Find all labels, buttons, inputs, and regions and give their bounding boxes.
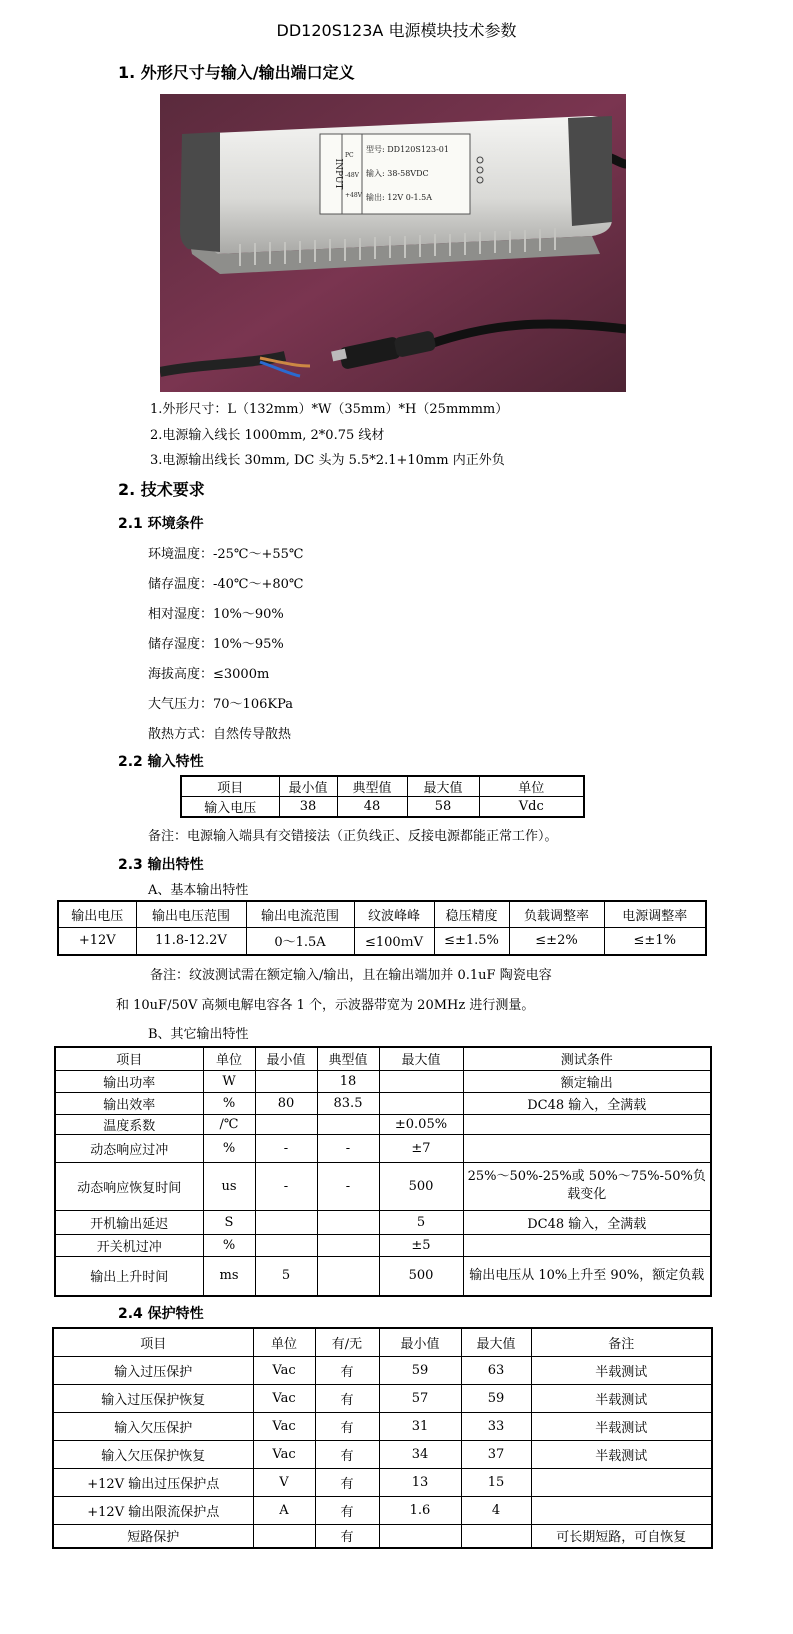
table-cell bbox=[255, 1210, 317, 1234]
table-cell: - bbox=[255, 1162, 317, 1210]
table-header: 纹波峰峰 bbox=[354, 901, 434, 927]
table-cell bbox=[317, 1234, 379, 1256]
table-cell: 5 bbox=[255, 1256, 317, 1296]
table-cell: S bbox=[203, 1210, 255, 1234]
table-cell: us bbox=[203, 1162, 255, 1210]
table-cell: 半载测试 bbox=[531, 1384, 712, 1412]
table-cell: 半载测试 bbox=[531, 1440, 712, 1468]
table-row bbox=[55, 1256, 711, 1296]
table-row bbox=[55, 1210, 711, 1234]
spec-item: 2.电源输入线长 1000mm, 2*0.75 线材 bbox=[150, 428, 385, 443]
table-cell bbox=[255, 1114, 317, 1134]
product-photo bbox=[160, 94, 626, 392]
table-header: 项目 bbox=[55, 1047, 203, 1070]
table-cell: 动态响应恢复时间 bbox=[55, 1162, 203, 1210]
table-cell: /℃ bbox=[203, 1114, 255, 1134]
table-row bbox=[55, 1234, 711, 1256]
table-cell: - bbox=[317, 1162, 379, 1210]
table-cell bbox=[463, 1134, 711, 1162]
table-cell bbox=[379, 1070, 463, 1092]
table-header: 最大值 bbox=[407, 776, 479, 797]
env-item: 储存湿度：10%～95% bbox=[148, 637, 284, 652]
table-header: 单位 bbox=[203, 1047, 255, 1070]
table-cell bbox=[461, 1524, 531, 1548]
table-row bbox=[53, 1440, 712, 1468]
table-cell: 有 bbox=[315, 1412, 379, 1440]
table-cell: 83.5 bbox=[317, 1092, 379, 1114]
table-cell: 59 bbox=[461, 1384, 531, 1412]
table-cell: 输出上升时间 bbox=[55, 1256, 203, 1296]
table-cell: 输入过压保护恢复 bbox=[53, 1384, 253, 1412]
table-header: 单位 bbox=[253, 1328, 315, 1356]
table-header: 最小值 bbox=[255, 1047, 317, 1070]
table-cell: 输出电压从 10%上升至 90%，额定负载 bbox=[463, 1256, 711, 1296]
input-table bbox=[180, 775, 585, 818]
output-sub-a: A、基本输出特性 bbox=[148, 883, 249, 898]
table-cell: 有 bbox=[315, 1384, 379, 1412]
table-cell: 1.6 bbox=[379, 1496, 461, 1524]
table-cell: 34 bbox=[379, 1440, 461, 1468]
table-row bbox=[53, 1496, 712, 1524]
table-cell: 15 bbox=[461, 1468, 531, 1496]
table-cell: 80 bbox=[255, 1092, 317, 1114]
table-cell: ≤±2% bbox=[509, 927, 604, 955]
photo-input-text: 输入: 38-58VDC bbox=[366, 169, 429, 178]
other-output-table bbox=[54, 1046, 712, 1297]
table-cell: 开机输出延迟 bbox=[55, 1210, 203, 1234]
table-cell: DC48 输入，全满载 bbox=[463, 1210, 711, 1234]
table-row bbox=[53, 1524, 712, 1548]
table-cell bbox=[463, 1234, 711, 1256]
table-cell: 0～1.5A bbox=[246, 927, 354, 955]
photo-pin-label: -48V bbox=[345, 172, 359, 179]
table-cell: 59 bbox=[379, 1356, 461, 1384]
table-header: 单位 bbox=[479, 776, 584, 797]
table-cell: 半载测试 bbox=[531, 1356, 712, 1384]
input-note: 备注：电源输入端具有交错接法（正负线正、反接电源都能正常工作）。 bbox=[148, 829, 558, 844]
table-row bbox=[55, 1070, 711, 1092]
table-row bbox=[55, 1092, 711, 1114]
table-cell: ≤100ｍV bbox=[354, 927, 434, 955]
section-2-heading: 2. 技术要求 bbox=[118, 480, 205, 499]
table-cell: Vac bbox=[253, 1440, 315, 1468]
photo-input-label: INPUT bbox=[333, 158, 343, 190]
table-cell bbox=[317, 1256, 379, 1296]
table-header: 最大值 bbox=[379, 1047, 463, 1070]
table-header: 输出电流范围 bbox=[246, 901, 354, 927]
table-cell: 38 bbox=[279, 797, 337, 818]
table-cell bbox=[317, 1114, 379, 1134]
table-cell: 输出功率 bbox=[55, 1070, 203, 1092]
table-header: 测试条件 bbox=[463, 1047, 711, 1070]
table-cell: 5 bbox=[379, 1210, 463, 1234]
table-cell: 可长期短路，可自恢复 bbox=[531, 1524, 712, 1548]
table-row bbox=[181, 797, 584, 818]
table-cell bbox=[317, 1210, 379, 1234]
table-header: 有/无 bbox=[315, 1328, 379, 1356]
table-cell bbox=[379, 1092, 463, 1114]
table-row bbox=[58, 927, 706, 955]
basic-output-table bbox=[57, 900, 707, 956]
spec-item: 1.外形尺寸：L（132mm）*W（35mm）*H（25mmmm） bbox=[150, 402, 509, 417]
table-header: 备注 bbox=[531, 1328, 712, 1356]
table-cell: 有 bbox=[315, 1440, 379, 1468]
table-cell: Vdc bbox=[479, 797, 584, 818]
table-cell: +12V 输出过压保护点 bbox=[53, 1468, 253, 1496]
table-cell: +12V 输出限流保护点 bbox=[53, 1496, 253, 1524]
table-cell: % bbox=[203, 1092, 255, 1114]
photo-pin-label: PC bbox=[345, 152, 354, 159]
env-item: 环境温度：-25℃～+55℃ bbox=[148, 547, 304, 562]
table-header: 项目 bbox=[53, 1328, 253, 1356]
table-cell: 动态响应过冲 bbox=[55, 1134, 203, 1162]
table-header: 最小值 bbox=[379, 1328, 461, 1356]
table-cell: 短路保护 bbox=[53, 1524, 253, 1548]
table-cell: Vac bbox=[253, 1356, 315, 1384]
table-cell: 温度系数 bbox=[55, 1114, 203, 1134]
table-cell: % bbox=[203, 1234, 255, 1256]
table-header: 项目 bbox=[181, 776, 279, 797]
output-note-2: 和 10uF/50V 高频电解电容各 1 个，示波器带宽为 20MHz 进行测量。 bbox=[116, 998, 535, 1013]
table-cell: ≤±1% bbox=[604, 927, 706, 955]
table-header: 输出电压范围 bbox=[136, 901, 246, 927]
env-item: 相对湿度：10%～90% bbox=[148, 607, 284, 622]
table-cell bbox=[531, 1468, 712, 1496]
table-cell: ms bbox=[203, 1256, 255, 1296]
photo-output-text: 输出: 12V 0-1.5A bbox=[366, 193, 433, 202]
photo-pin-label: +48V bbox=[345, 192, 362, 199]
input-heading: 2.2 输入特性 bbox=[118, 754, 204, 770]
output-note-1: 备注：纹波测试需在额定输入/输出，且在输出端加并 0.1uF 陶瓷电容 bbox=[150, 968, 552, 983]
table-cell: Vac bbox=[253, 1412, 315, 1440]
table-cell: 输入过压保护 bbox=[53, 1356, 253, 1384]
table-cell: 输入欠压保护恢复 bbox=[53, 1440, 253, 1468]
spec-item: 3.电源输出线长 30mm, DC 头为 5.5*2.1+10mm 内正外负 bbox=[150, 453, 505, 468]
output-heading: 2.3 输出特性 bbox=[118, 857, 204, 873]
photo-model-text: 型号: DD120S123-01 bbox=[366, 145, 449, 154]
table-cell: 11.8-12.2V bbox=[136, 927, 246, 955]
env-item: 散热方式：自然传导散热 bbox=[148, 727, 292, 742]
table-cell: +12V bbox=[58, 927, 136, 955]
table-cell: 有 bbox=[315, 1496, 379, 1524]
table-header: 输出电压 bbox=[58, 901, 136, 927]
table-cell: W bbox=[203, 1070, 255, 1092]
env-item: 大气压力：70～106KPa bbox=[148, 697, 293, 712]
table-header: 典型值 bbox=[337, 776, 407, 797]
table-cell: - bbox=[255, 1134, 317, 1162]
table-cell: 57 bbox=[379, 1384, 461, 1412]
table-cell: 开关机过冲 bbox=[55, 1234, 203, 1256]
power-module-illustration bbox=[160, 94, 626, 392]
table-cell: ±0.05% bbox=[379, 1114, 463, 1134]
table-header: 最大值 bbox=[461, 1328, 531, 1356]
table-header: 典型值 bbox=[317, 1047, 379, 1070]
table-cell: 输入欠压保护 bbox=[53, 1412, 253, 1440]
table-cell: 37 bbox=[461, 1440, 531, 1468]
section-1-heading: 1. 外形尺寸与输入/输出端口定义 bbox=[118, 63, 355, 82]
document-title: DD120S123A 电源模块技术参数 bbox=[276, 21, 517, 40]
table-row bbox=[53, 1384, 712, 1412]
table-cell: 33 bbox=[461, 1412, 531, 1440]
table-row bbox=[55, 1162, 711, 1210]
env-heading: 2.1 环境条件 bbox=[118, 516, 204, 532]
table-row bbox=[53, 1468, 712, 1496]
table-cell: 63 bbox=[461, 1356, 531, 1384]
table-cell: 48 bbox=[337, 797, 407, 818]
table-cell: 4 bbox=[461, 1496, 531, 1524]
table-header: 负载调整率 bbox=[509, 901, 604, 927]
table-cell: ±5 bbox=[379, 1234, 463, 1256]
table-cell: 输入电压 bbox=[181, 797, 279, 818]
table-cell bbox=[379, 1524, 461, 1548]
table-cell: 额定输出 bbox=[463, 1070, 711, 1092]
table-cell: 500 bbox=[379, 1256, 463, 1296]
table-cell: V bbox=[253, 1468, 315, 1496]
table-row bbox=[53, 1356, 712, 1384]
env-item: 储存温度：-40℃～+80℃ bbox=[148, 577, 304, 592]
table-row bbox=[55, 1114, 711, 1134]
table-cell: 58 bbox=[407, 797, 479, 818]
protection-heading: 2.4 保护特性 bbox=[118, 1306, 204, 1322]
table-cell: DC48 输入，全满载 bbox=[463, 1092, 711, 1114]
table-cell: ≤±1.5% bbox=[434, 927, 509, 955]
table-cell: 有 bbox=[315, 1468, 379, 1496]
table-row bbox=[53, 1412, 712, 1440]
table-cell: A bbox=[253, 1496, 315, 1524]
protection-table bbox=[52, 1327, 713, 1549]
table-cell: 500 bbox=[379, 1162, 463, 1210]
table-cell: 18 bbox=[317, 1070, 379, 1092]
table-cell: 31 bbox=[379, 1412, 461, 1440]
table-cell: 25%～50%-25%或 50%～75%-50%负载变化 bbox=[463, 1162, 711, 1210]
table-cell: 输出效率 bbox=[55, 1092, 203, 1114]
table-cell: ±7 bbox=[379, 1134, 463, 1162]
table-header: 电源调整率 bbox=[604, 901, 706, 927]
table-row bbox=[55, 1134, 711, 1162]
table-header: 稳压精度 bbox=[434, 901, 509, 927]
table-cell: 有 bbox=[315, 1356, 379, 1384]
table-cell: Vac bbox=[253, 1384, 315, 1412]
table-cell: 有 bbox=[315, 1524, 379, 1548]
table-cell bbox=[255, 1070, 317, 1092]
table-cell bbox=[463, 1114, 711, 1134]
table-cell: % bbox=[203, 1134, 255, 1162]
env-item: 海拔高度：≤3000m bbox=[148, 667, 270, 682]
table-cell bbox=[253, 1524, 315, 1548]
table-cell bbox=[255, 1234, 317, 1256]
table-cell bbox=[531, 1496, 712, 1524]
table-header: 最小值 bbox=[279, 776, 337, 797]
table-cell: 半载测试 bbox=[531, 1412, 712, 1440]
output-sub-b: B、其它输出特性 bbox=[148, 1027, 249, 1042]
table-cell: - bbox=[317, 1134, 379, 1162]
table-cell: 13 bbox=[379, 1468, 461, 1496]
